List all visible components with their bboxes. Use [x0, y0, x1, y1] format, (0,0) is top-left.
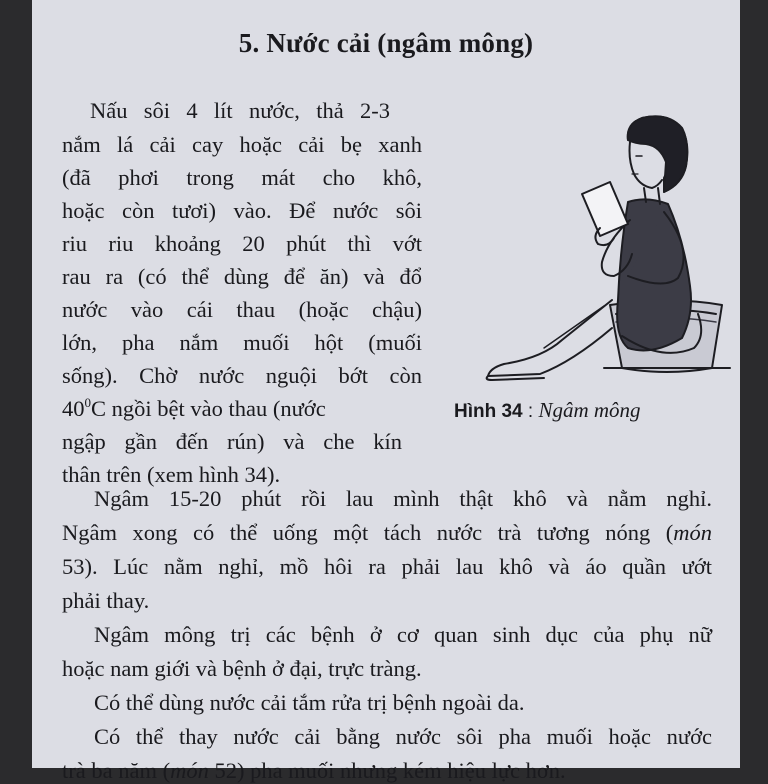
woman-sitting-in-basin-illustration	[432, 100, 732, 390]
text-line: Ngâm 15-20 phút rồi lau mình thật khô và nằm nghỉ.	[94, 486, 712, 511]
dish-reference: món	[170, 758, 209, 783]
text-line: rau ra (có thể dùng để ăn) và đổ	[62, 264, 422, 289]
text-line: ngập gần đến rún) và che kín	[62, 429, 402, 454]
text-line	[62, 758, 566, 784]
text-line: Nấu sôi 4 lít nước, thả 2-3	[90, 98, 390, 123]
text-line	[62, 520, 712, 546]
text-line: Có thể thay nước cải bằng nước sôi pha muối hoặc nước	[94, 724, 712, 749]
text-line: Có thể dùng nước cải tắm rửa trị bệnh ngoài da.	[94, 690, 525, 715]
caption-separator: :	[522, 401, 539, 422]
figure-label: Hình 34	[454, 401, 523, 422]
degree-sign: 0	[84, 395, 91, 410]
text-line: phải thay.	[62, 588, 150, 613]
text-line: hoặc nam giới và bệnh ở đại, trực tràng.	[62, 656, 422, 681]
text-line: (đã phơi trong mát cho khô,	[62, 165, 422, 190]
dish-reference: món	[673, 520, 712, 545]
text-span: 52) pha muối nhưng kém hiệu lực hơn.	[208, 758, 566, 783]
text-line: thân trên (xem hình 34).	[62, 462, 281, 487]
text-line: hoặc còn tươi) vào. Để nước sôi	[62, 198, 422, 223]
figure-title: Ngâm mông	[538, 398, 641, 422]
text-line: nắm lá cải cay hoặc cải bẹ xanh	[62, 132, 422, 157]
text-line: 53). Lúc nằm nghỉ, mồ hôi ra phải lau khô và áo quần ướt	[62, 554, 712, 579]
temperature-value: 40	[62, 396, 85, 421]
text-line: nước vào cái thau (hoặc chậu)	[62, 297, 422, 322]
text-span: trà ba năm (	[62, 758, 171, 783]
section-heading: 5. Nước cải (ngâm mông)	[238, 28, 534, 58]
illustration-drawing	[432, 100, 732, 390]
text-line: ngồi bệt vào thau (nước	[111, 396, 326, 421]
text-span: Ngâm xong có thể uống một tách nước trà tương nóng (	[62, 520, 674, 545]
figure-caption	[454, 398, 641, 423]
text-line: sống). Chờ nước nguội bớt còn	[62, 363, 422, 388]
temperature-unit: C	[91, 396, 107, 421]
book-page	[32, 0, 740, 783]
temperature-line	[62, 396, 326, 422]
text-line: riu riu khoảng 20 phút thì vớt	[62, 231, 422, 256]
text-line: lớn, pha nắm muối hột (muối	[62, 330, 422, 355]
text-line: Ngâm mông trị các bệnh ở cơ quan sinh dục của phụ nữ	[94, 622, 712, 647]
